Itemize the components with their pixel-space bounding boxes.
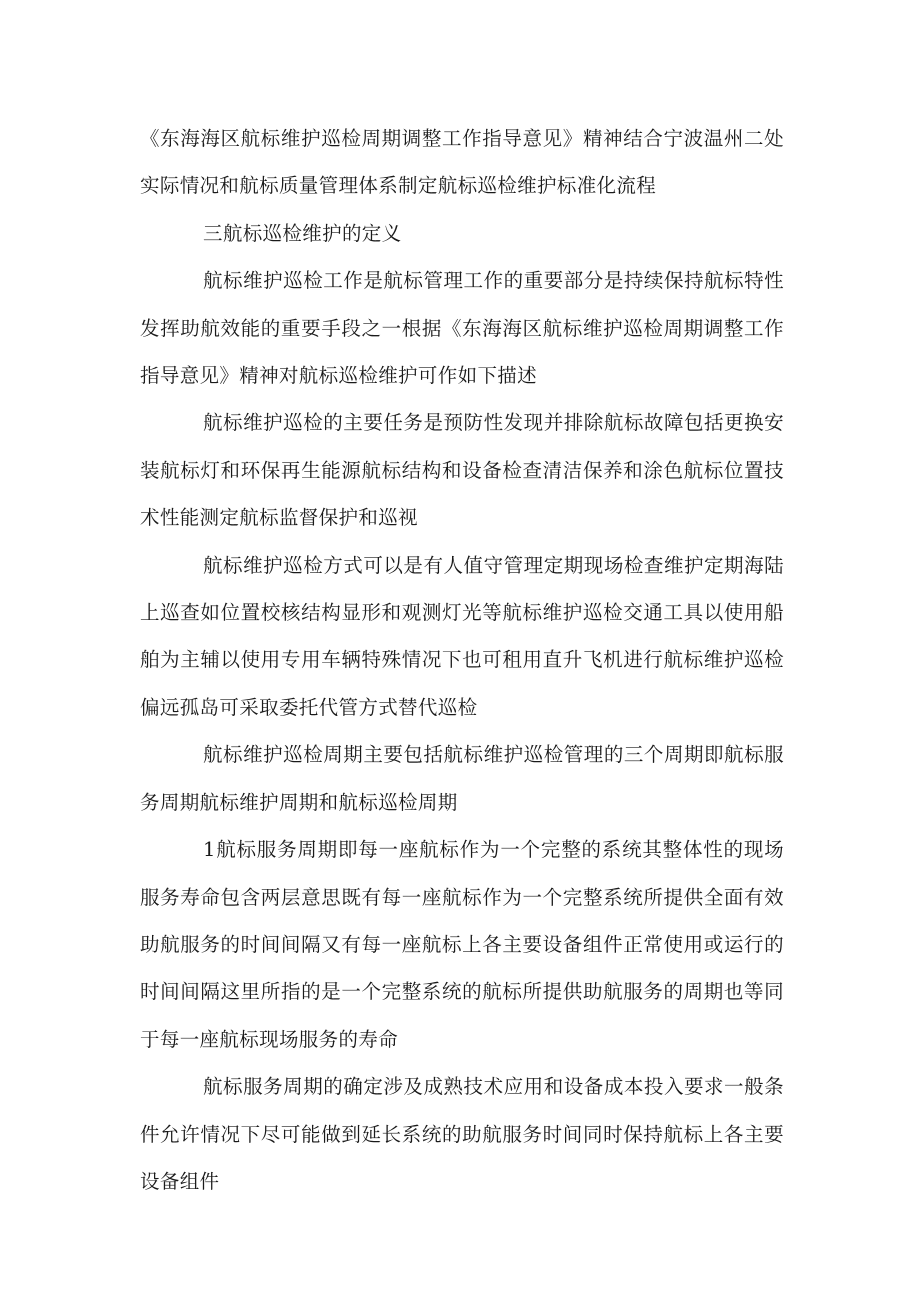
paragraph-1: 《东海海区航标维护巡检周期调整工作指导意见》精神结合宁波温州二处实际情况和航标质量管理体系制定航标巡检维护标准化流程	[140, 127, 784, 198]
paragraph-6: 航标维护巡检周期主要包括航标维护巡检管理的三个周期即航标服务周期航标维护周期和航标巡检周期	[140, 743, 784, 814]
paragraph-5: 航标维护巡检方式可以是有人值守管理定期现场检查维护定期海陆上巡查如位置校核结构显形和观测灯光等航标维护巡检交通工具以使用船舶为主辅以使用专用车辆特殊情况下也可租用直升飞机进行航标维护巡检偏远孤岛可采取委托代管方式替代巡检	[140, 553, 784, 719]
paragraph-7: 1航标服务周期即每一座航标作为一个完整的系统其整体性的现场服务寿命包含两层意思既有每一座航标作为一个完整系统所提供全面有效助航服务的时间间隔又有每一座航标上各主要设备组件正常使用或运行的时间间隔这里所指的是一个完整系统的航标所提供助航服务的周期也等同于每一座航标现场服务的寿命	[140, 838, 784, 1051]
section-heading: 三航标巡检维护的定义	[203, 221, 402, 245]
paragraph-3: 航标维护巡检工作是航标管理工作的重要部分是持续保持航标特性发挥助航效能的重要手段之一根据《东海海区航标维护巡检周期调整工作指导意见》精神对航标巡检维护可作如下描述	[140, 269, 784, 388]
document-body	[140, 115, 784, 1205]
paragraph-8: 航标服务周期的确定涉及成熟技术应用和设备成本投入要求一般条件允许情况下尽可能做到延长系统的助航服务时间同时保持航标上各主要设备组件	[140, 1075, 784, 1193]
paragraph-4: 航标维护巡检的主要任务是预防性发现并排除航标故障包括更换安装航标灯和环保再生能源航标结构和设备检查清洁保养和涂色航标位置技术性能测定航标监督保护和巡视	[140, 411, 784, 530]
